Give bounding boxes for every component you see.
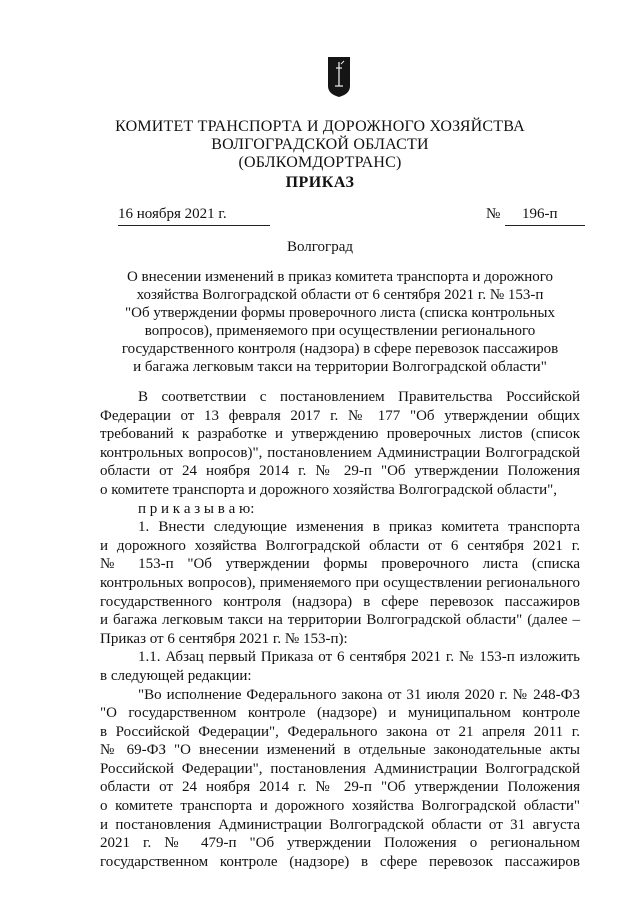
subject-line: "Об утверждении формы проверочного листа (списка контрольных bbox=[125, 305, 555, 321]
body-line: области от 24 ноября 2014 г. № 29-п "Об утверждении Положения bbox=[100, 779, 580, 796]
date-underline bbox=[118, 225, 270, 226]
body-line: Приказ от 6 сентября 2021 г. № 153-п): bbox=[100, 630, 348, 647]
body-line: Российской Федерации", постановления Администрации Волгоградской bbox=[100, 760, 580, 777]
body-line: области от 24 ноября 2014 г. № 29-п "Об утверждении Положения bbox=[100, 463, 580, 480]
volgograd-emblem-icon bbox=[327, 56, 351, 98]
body-line: контрольных вопросов), применяемого при осуществлении регионального bbox=[100, 574, 580, 591]
document-subject bbox=[100, 268, 580, 376]
body-line: № 153-п "Об утверждении формы проверочного листа (списка bbox=[100, 556, 580, 573]
body-line: Федерации от 13 февраля 2017 г. № 177 "Об утверждении общих bbox=[100, 407, 580, 424]
body-line: в Российской Федерации", Федерального закона от 21 апреля 2011 г. bbox=[100, 723, 580, 740]
body-line: требований к разработке и утверждению проверочных листов (список bbox=[100, 426, 580, 443]
body-line: 2021 г. № 479-п "Об утверждении Положения о региональном bbox=[100, 835, 580, 852]
body-line: государственном контроле (надзоре) в сфере перевозок пассажиров bbox=[100, 853, 580, 870]
subject-line: хозяйства Волгоградской области от 6 сентября 2021 г. № 153-п bbox=[136, 287, 544, 303]
body-line: и дорожного хозяйства Волгоградской области от 6 сентября 2021 г. bbox=[100, 537, 580, 554]
subject-line: О внесении изменений в приказ комитета транспорта и дорожного bbox=[126, 269, 554, 285]
body-line: государственного контроля (надзора) в сфере перевозок пассажиров bbox=[100, 593, 580, 610]
organization-name bbox=[0, 118, 640, 172]
org-line-1: КОМИТЕТ ТРАНСПОРТА И ДОРОЖНОГО ХОЗЯЙСТВА bbox=[115, 118, 525, 135]
document-body bbox=[100, 388, 580, 871]
body-line: контрольных вопросов)", постановлением Администрации Волгоградской bbox=[100, 444, 580, 461]
subject-line: и багажа легковым такси на территории Волгоградской области" bbox=[133, 359, 547, 375]
subject-line: вопросов), применяемого при осуществлении регионального bbox=[144, 323, 536, 339]
number-sign: № bbox=[486, 206, 501, 222]
document-type-title: ПРИКАЗ bbox=[285, 174, 355, 191]
body-line: о комитете транспорта и дорожного хозяйства Волгоградской области", bbox=[100, 481, 557, 498]
document-city: Волгоград bbox=[286, 239, 353, 255]
body-line: 1.1. Абзац первый Приказа от 6 сентября 2021 г. № 153-п изложить bbox=[138, 649, 580, 666]
body-line: № 69-ФЗ "О внесении изменений в отдельные законодательные акты bbox=[100, 742, 580, 759]
body-line: в следующей редакции: bbox=[100, 667, 252, 684]
body-line: о комитете транспорта и дорожного хозяйства Волгоградской области" bbox=[100, 798, 580, 815]
body-line: и багажа легковым такси на территории Волгоградской области" (далее – bbox=[100, 612, 580, 629]
body-line: "О государственном контроле (надзоре) и муниципальном контроле bbox=[100, 705, 580, 722]
org-line-2: ВОЛГОГРАДСКОЙ ОБЛАСТИ bbox=[211, 136, 429, 153]
body-line: и постановления Администрации Волгоградской области от 31 августа bbox=[100, 816, 580, 833]
body-line: "Во исполнение Федерального закона от 31 июля 2020 г. № 248-ФЗ bbox=[138, 686, 580, 703]
document-number: 196-п bbox=[522, 206, 558, 222]
number-underline bbox=[505, 225, 585, 226]
document-date: 16 ноября 2021 г. bbox=[118, 206, 227, 222]
org-line-3: (ОБЛКОМДОРТРАНС) bbox=[238, 154, 402, 171]
body-line: 1. Внести следующие изменения в приказ комитета транспорта bbox=[138, 519, 580, 536]
order-word: п р и к а з ы в а ю: bbox=[138, 500, 255, 517]
body-line: В соответствии с постановлением Правительства Российской bbox=[138, 389, 580, 405]
subject-line: государственного контроля (надзора) в сфере перевозок пассажиров bbox=[121, 341, 559, 357]
